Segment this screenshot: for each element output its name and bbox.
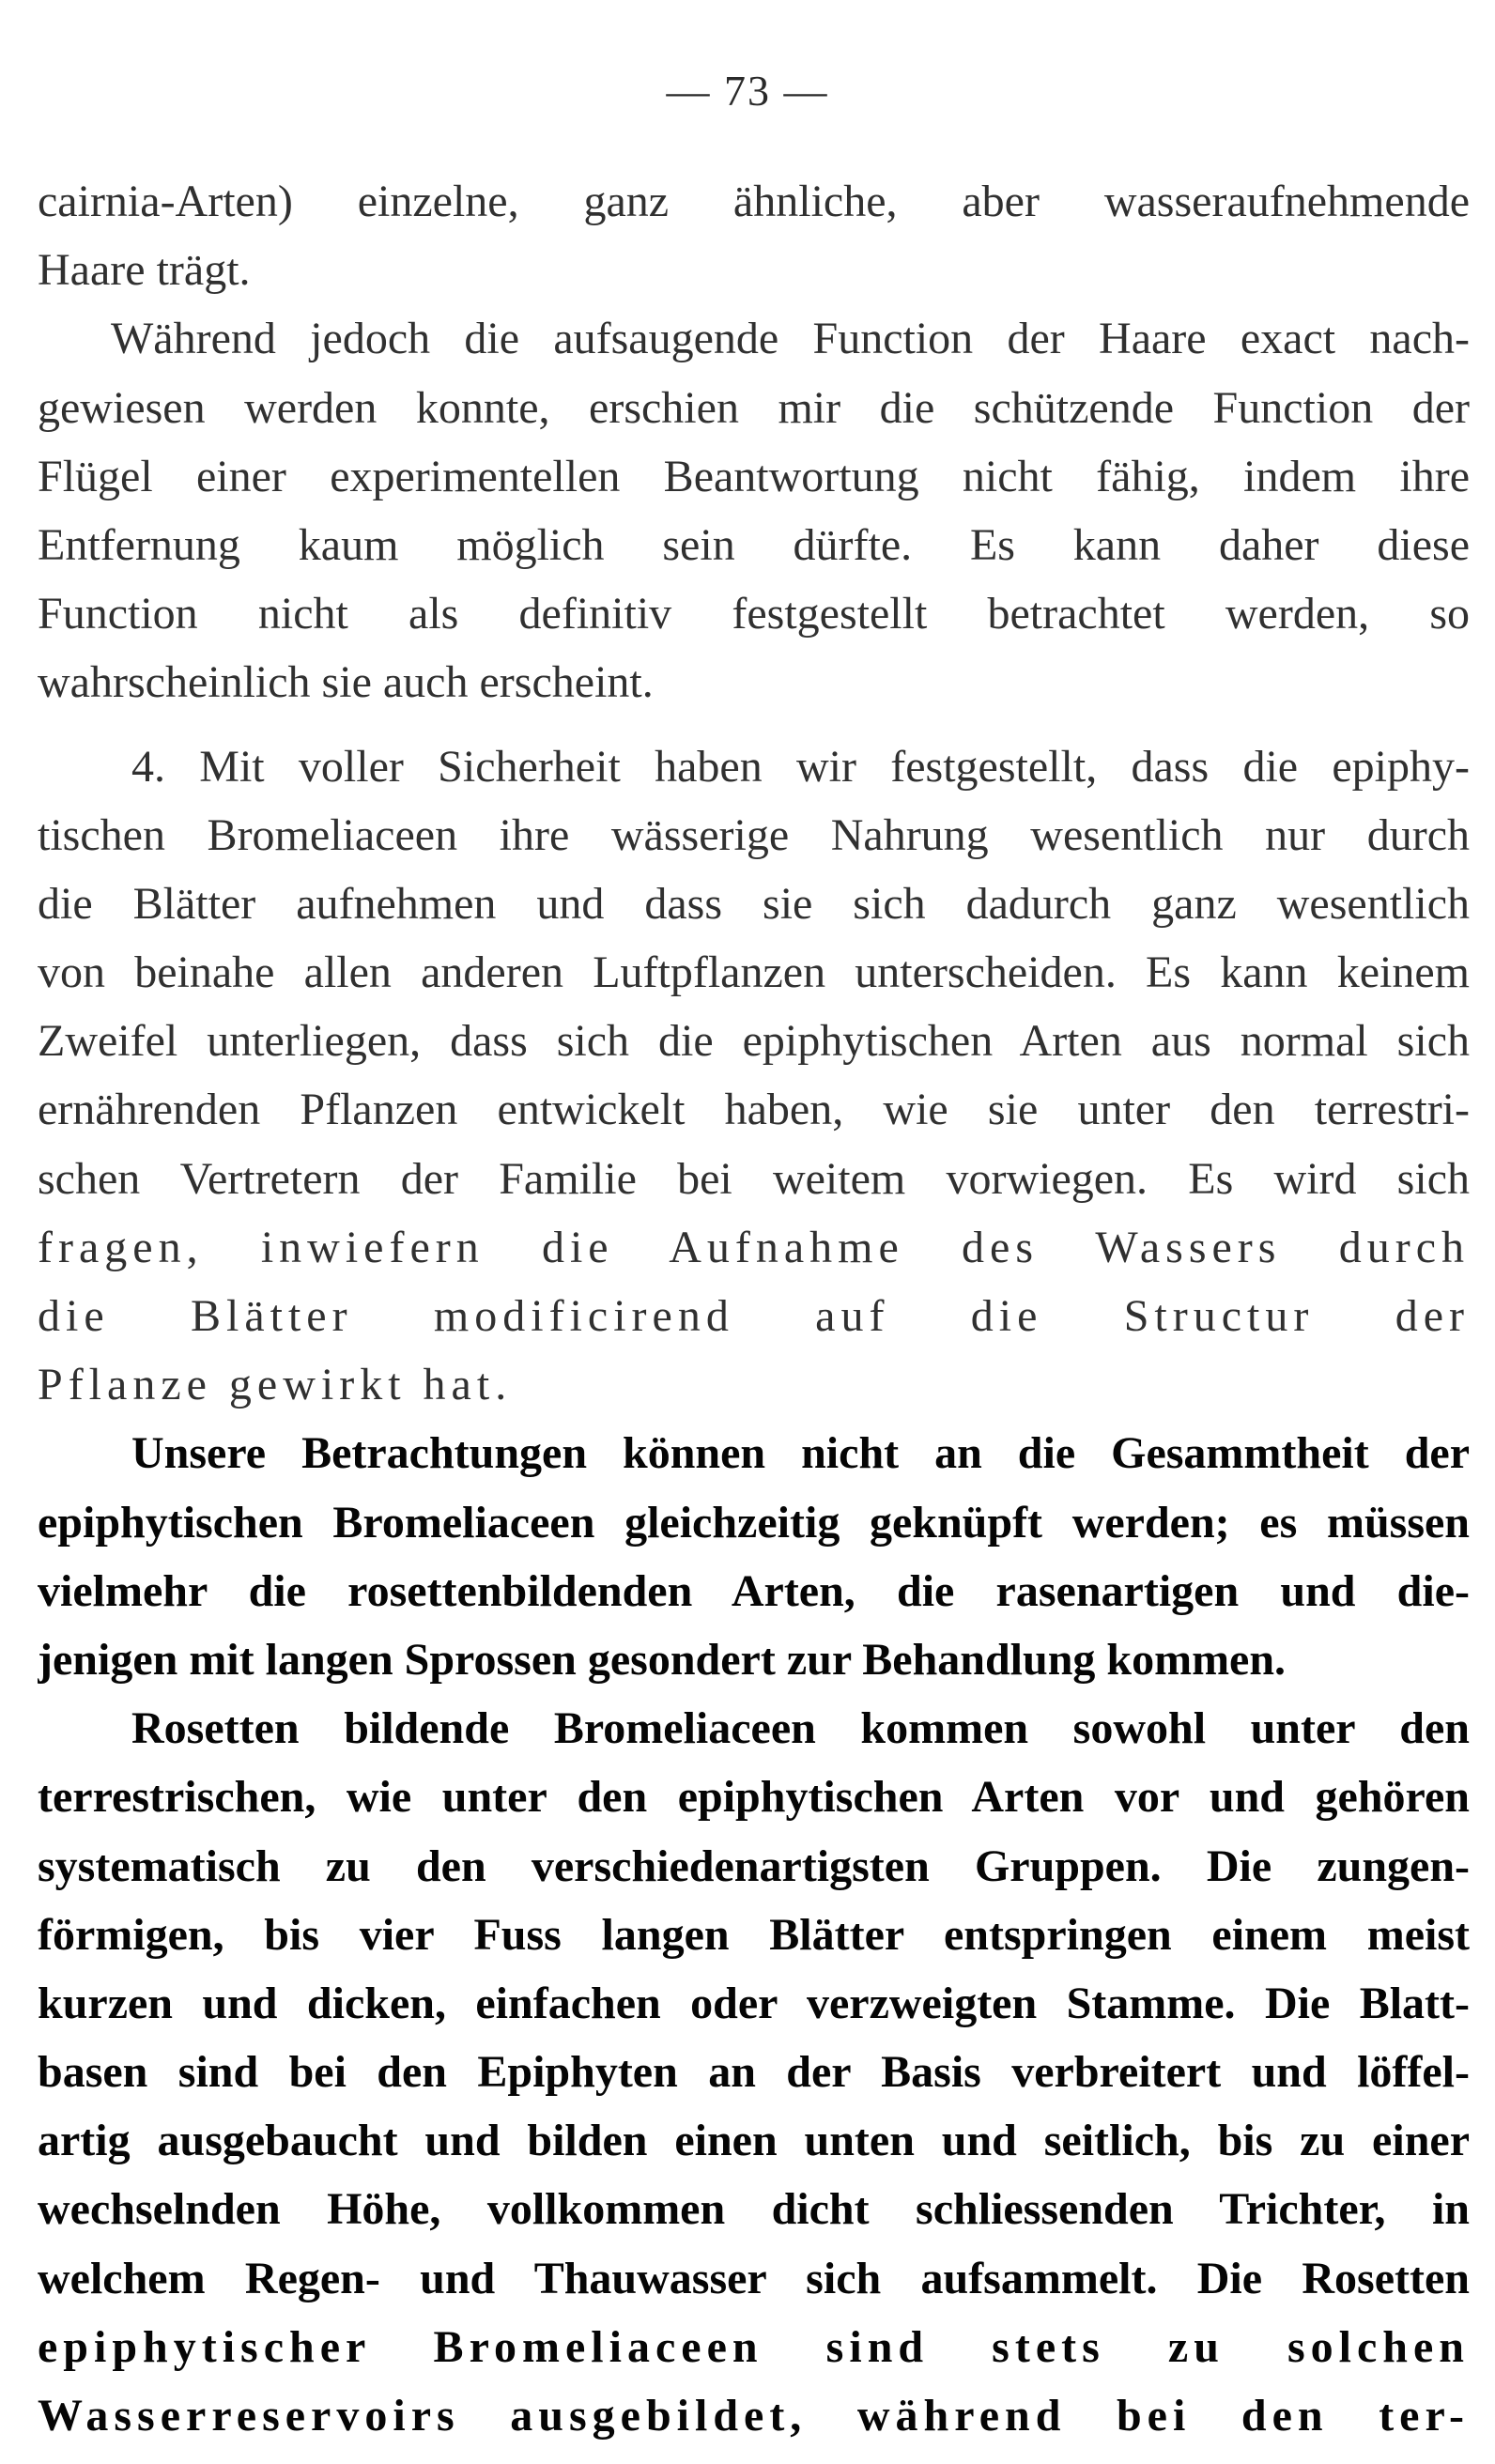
body-text xyxy=(38,167,1470,2450)
text-line: Unsere Betrachtungen können nicht an die Gesammtheit der xyxy=(131,1428,1470,1479)
text-line: artig ausgebaucht und bilden einen unten und seitlich, bis zu einer xyxy=(38,2116,1470,2166)
text-line: basen sind bei den Epiphyten an der Basis verbreitert und löffel- xyxy=(38,2047,1470,2098)
text-line: Entfernung kaum möglich sein dürfte. Es kann daher diese xyxy=(38,519,1470,570)
text-line: tischen Bromeliaceen ihre wässerige Nahrung wesentlich nur durch xyxy=(38,809,1470,860)
text-line: von beinahe allen anderen Luftpflanzen unterscheiden. Es kann keinem xyxy=(38,947,1470,998)
text-line: epiphytischen Bromeliaceen gleichzeitig geknüpft werden; es müssen xyxy=(38,1497,1470,1548)
text-line: ernährenden Pflanzen entwickelt haben, wie sie unter den terrestri- xyxy=(38,1085,1470,1135)
text-line: die Blätter aufnehmen und dass sie sich dadurch ganz wesentlich xyxy=(38,878,1470,929)
text-line: cairnia-Arten) einzelne, ganz ähnliche, aber wasseraufnehmende xyxy=(38,177,1470,226)
text-line: 4. Mit voller Sicherheit haben wir festgestellt, dass die epiphy- xyxy=(131,741,1470,792)
text-line: Zweifel unterliegen, dass sich die epiphytischen Arten aus normal sich xyxy=(38,1016,1470,1067)
text-line: die Blätter modificirend auf die Structur der xyxy=(38,1291,1470,1341)
text-line: Flügel einer experimentellen Beantwortung nicht fähig, indem ihre xyxy=(38,451,1470,501)
text-line: welchem Regen- und Thauwasser sich aufsammelt. Die Rosetten xyxy=(38,2253,1470,2303)
text-line: Haare trägt. xyxy=(38,245,251,296)
text-line: Wasserreservoirs ausgebildet, während bei den ter- xyxy=(38,2391,1470,2441)
text-line: kurzen und dicken, einfachen oder verzweigten Stamme. Die Blatt- xyxy=(38,1978,1470,2028)
text-line: Während jedoch die aufsaugende Function der Haare exact nach- xyxy=(111,314,1470,364)
text-line: schen Vertretern der Familie bei weitem vorwiegen. Es wird sich xyxy=(38,1153,1470,1204)
text-line: Pflanze gewirkt hat. xyxy=(38,1360,513,1410)
text-line: gewiesen werden konnte, erschien mir die schützende Function der xyxy=(38,382,1470,433)
text-line: epiphytischer Bromeliaceen sind stets zu solchen xyxy=(38,2321,1470,2372)
text-line: Function nicht als definitiv festgestellt betrachtet werden, so xyxy=(38,589,1470,639)
text-line: terrestrischen, wie unter den epiphytischen Arten vor und gehören xyxy=(38,1772,1470,1823)
text-line: Rosetten bildende Bromeliaceen kommen sowohl unter den xyxy=(131,1703,1470,1754)
text-line: systematisch zu den verschiedenartigsten Gruppen. Die zungen- xyxy=(38,1840,1470,1891)
text-line: förmigen, bis vier Fuss langen Blätter entspringen einem meist xyxy=(38,1909,1470,1960)
text-line: jenigen mit langen Sprossen gesondert zur Behandlung kommen. xyxy=(38,1634,1287,1685)
text-line: wechselnden Höhe, vollkommen dicht schliessenden Trichter, in xyxy=(38,2184,1470,2235)
text-line: wahrscheinlich sie auch erscheint. xyxy=(38,657,654,708)
text-line: fragen, inwiefern die Aufnahme des Wassers durch xyxy=(38,1222,1470,1272)
text-line: vielmehr die rosettenbildenden Arten, die rasenartigen und die- xyxy=(38,1565,1470,1616)
page-number: — 73 — xyxy=(666,67,829,115)
